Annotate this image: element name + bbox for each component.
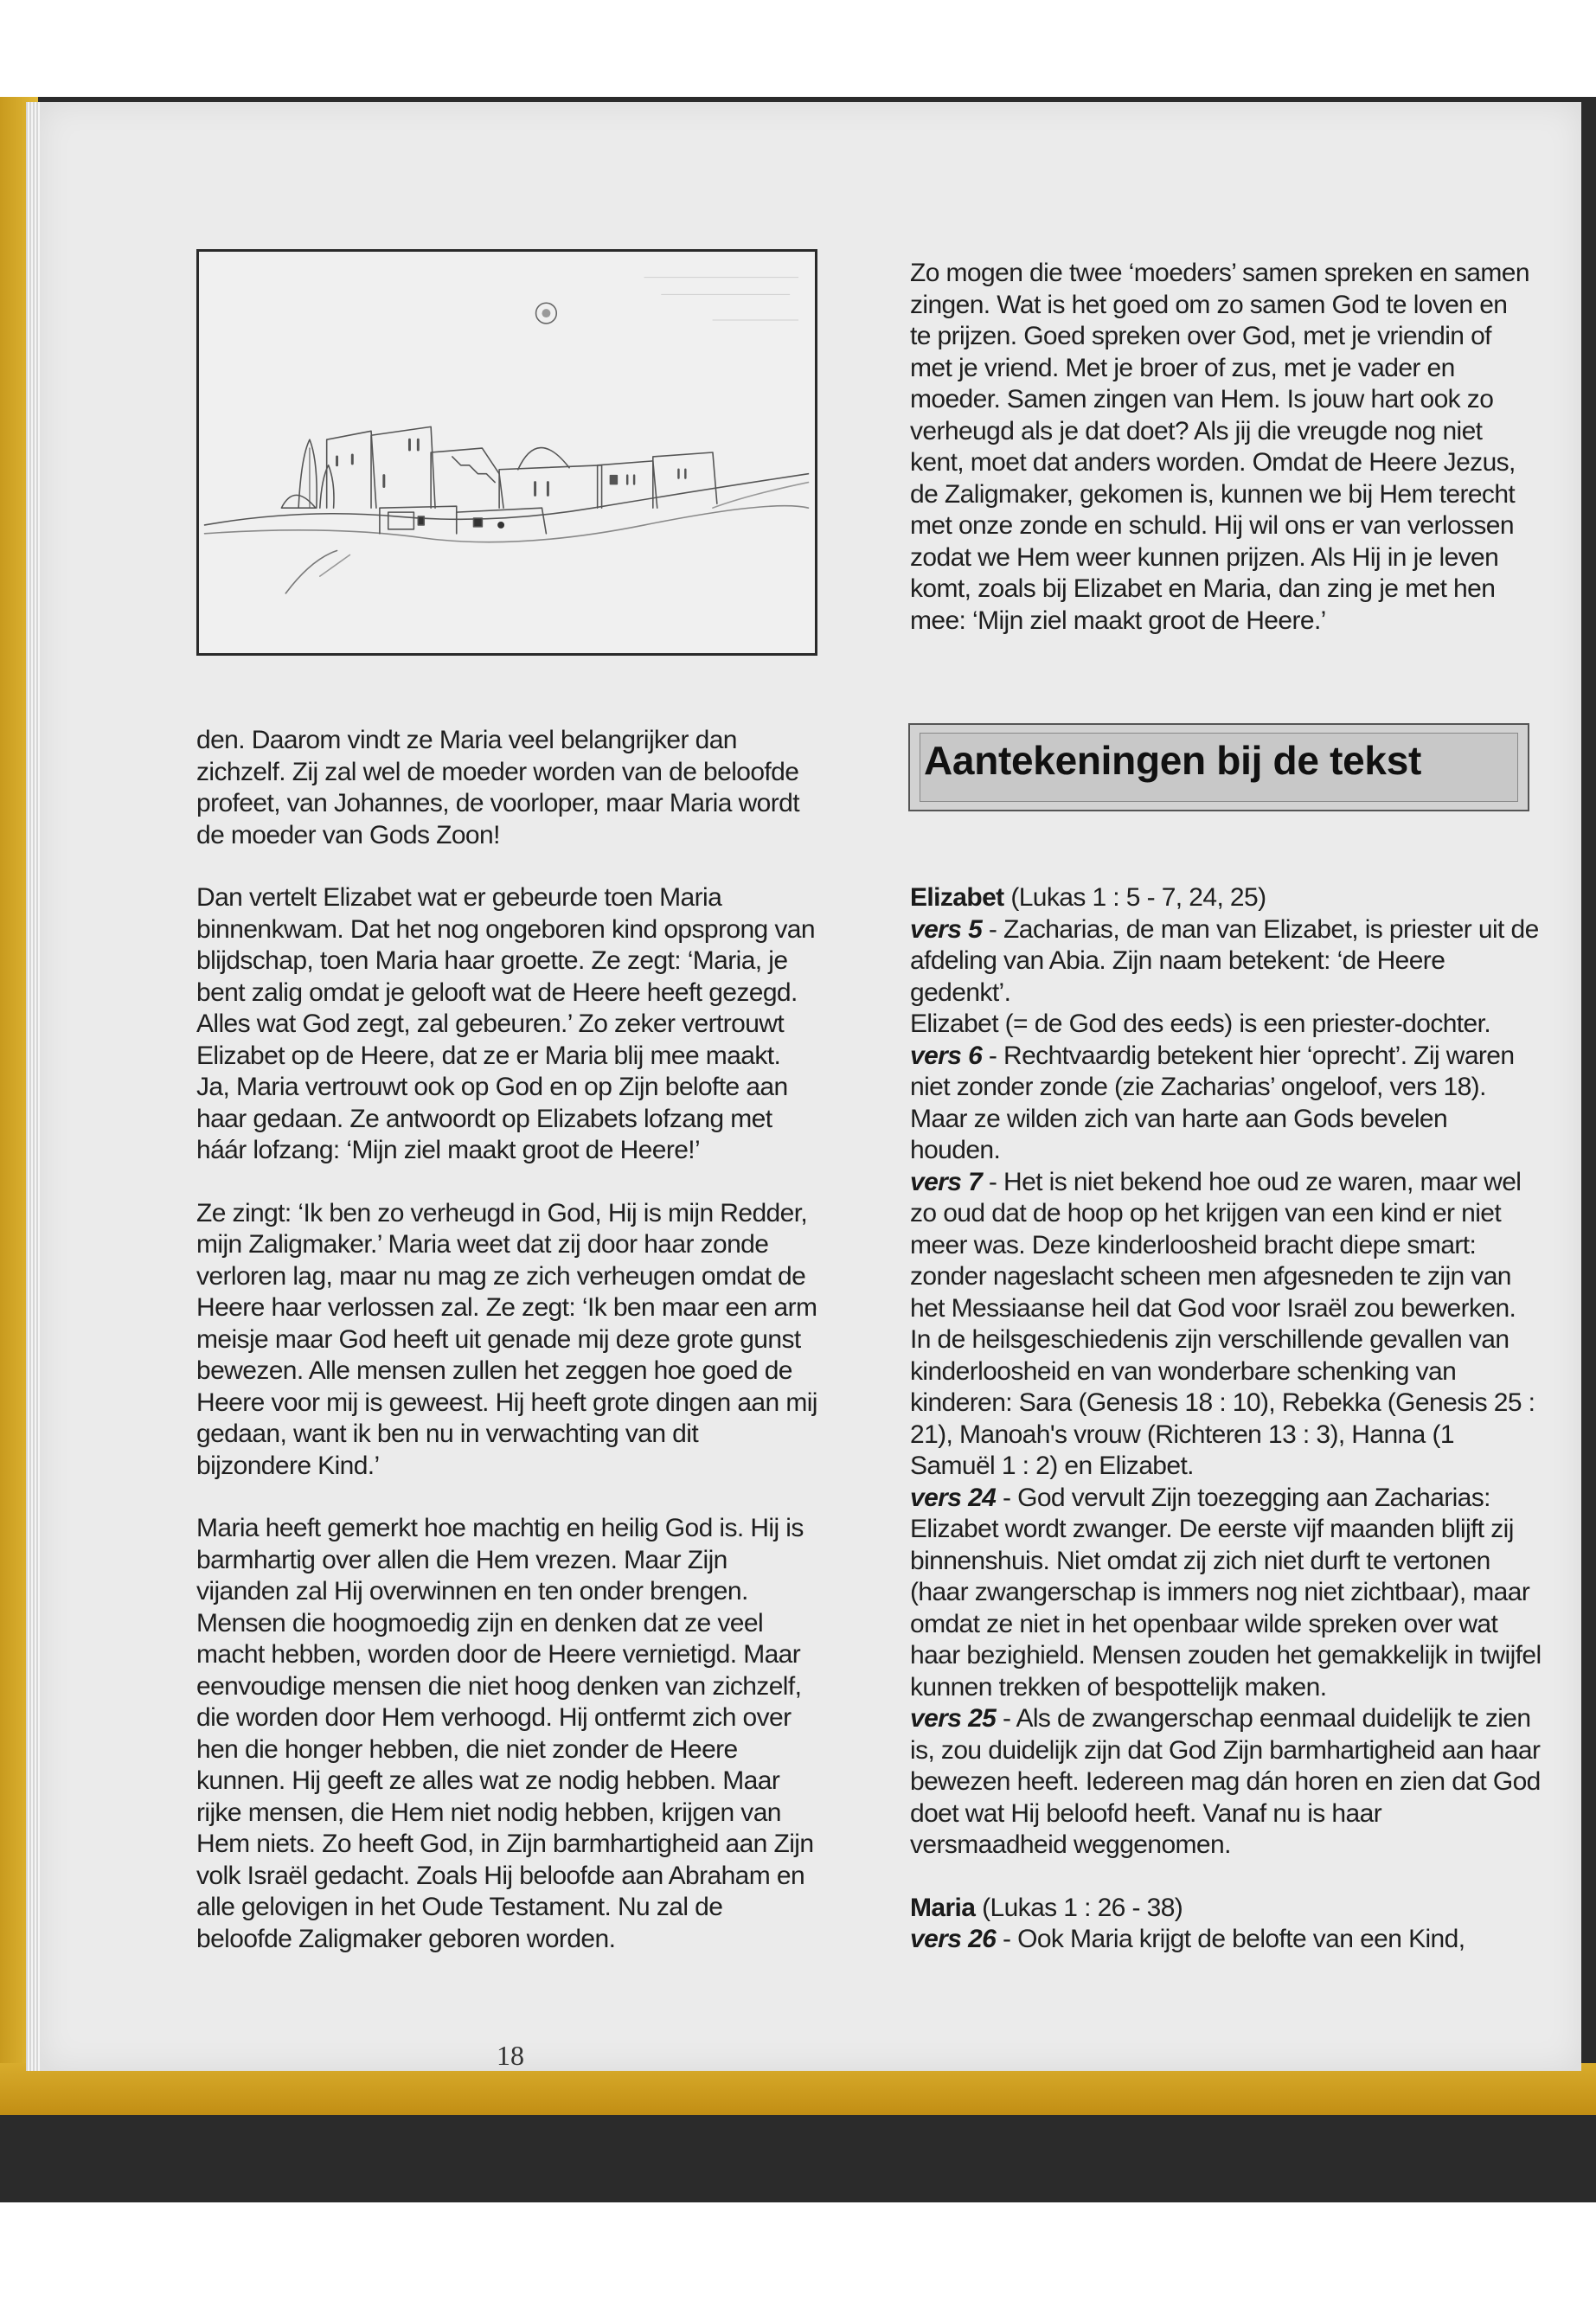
page-number: 18 [497, 2040, 524, 2071]
verse-text: - Het is niet bekend hoe oud ze waren, maar wel zo oud dat de hoop op het krijgen van een kind er niet meer was. Deze kinderloosheid bracht diepe smart: zonder nageslacht scheen men afgesneden te zijn van het Messiaanse heil dat God voor Israël zou bewerken. In de heilsgeschiedenis zijn verschillende gevallen van kinderloosheid en van wonderbare schenking van kinderen: Sara (Genesis 18 : 10), Rebekka (Genesis 25 : 21), Manoah's vrouw (Richteren 13 : 3), Hanna (1 Samuël 1 : 2) en Elizabet. [910, 1167, 1535, 1480]
left-column [196, 725, 819, 1955]
verse-text: - Als de zwangerschap eenmaal duidelijk te zien is, zou duidelijk zijn dat God Zijn barmhartigheid aan haar bewezen heeft. Iedereen mag dán horen en zien dat God doet wat Hij beloofd heeft. Vanaf nu is haar versmaadheid weggenomen. [910, 1704, 1541, 1859]
note-name: Elizabet [910, 883, 1004, 912]
note-reference: (Lukas 1 : 5 - 7, 24, 25) [1003, 883, 1266, 912]
section-heading: Aantekeningen bij de tekst [924, 738, 1421, 783]
town-sketch-illustration [196, 249, 817, 656]
verse-text: - Zacharias, de man van Elizabet, is priester uit de afdeling van Abia. Zijn naam betekent: ‘de Heere gedenkt’. [910, 914, 1539, 1007]
verse-label: vers 26 [910, 1925, 997, 1953]
left-paragraph-3: Ze zingt: ‘Ik ben zo verheugd in God, Hij is mijn Redder, mijn Zaligmaker.’ Maria weet dat zij door haar zonde verloren lag, maar nu mag ze zich verheugen omdat de Heere haar verlossen zal. Ze zegt: ‘Ik ben maar een arm meisje maar God heeft uit genade mij deze grote gunst bewezen. Alle mensen zullen het zeggen hoe goed de Heere voor mij is geweest. Hij heeft grote dingen aan mij gedaan, want ik ben nu in verwachting van dit bijzondere Kind.’ [196, 1198, 817, 1480]
verse-label: vers 24 [910, 1483, 997, 1512]
verse-text: - Ook Maria krijgt de belofte van een Kind, [996, 1925, 1465, 1953]
closing-paragraph [910, 258, 1533, 637]
notes-spacer [910, 1862, 1542, 1893]
left-paragraph-1: den. Daarom vindt ze Maria veel belangrijker dan zichzelf. Zij zal wel de moeder worden van de beloofde profeet, van Johannes, de voorloper, maar Maria wordt de moeder van Gods Zoon! [196, 726, 799, 849]
page-stack-edges [26, 102, 40, 2071]
note-vers-7 [910, 1167, 1542, 1483]
note-vers-5-continued: Elizabet (= de God des eeds) is een priester-dochter. [910, 1009, 1491, 1038]
book-cover-edge-bottom [0, 2063, 1596, 2115]
verse-label: vers 6 [910, 1041, 983, 1070]
note-vers-6 [910, 1041, 1542, 1167]
verse-text: - God vervult Zijn toezegging aan Zacharias: Elizabet wordt zwanger. De eerste vijf maanden blijft zij binnenshuis. Niet omdat zij zich niet durft te vertonen (haar zwangerschap is immers nog niet zichtbaar), maar omdat ze niet in het openbaar wilde spreken over wat haar bezighield. Mensen zouden het gemakkelijk in twijfel kunnen trekken of bespottelijk maken. [910, 1483, 1542, 1702]
section-heading-box [908, 723, 1529, 811]
verse-label: vers 7 [910, 1167, 983, 1196]
note-maria [910, 1893, 1542, 1925]
note-vers-24 [910, 1483, 1542, 1704]
right-paragraph: Zo mogen die twee ‘moeders’ samen spreken en samen zingen. Wat is het goed om zo samen God te loven en te prijzen. Goed spreken over God, met je vriendin of met je vriend. Met je broer of zus, met je vader en moeder. Samen zingen van Hem. Is jouw hart ook zo verheugd als je dat doet? Als jij die vreugde nog niet kent, moet dat anders worden. Omdat de Heere Jezus, de Zaligmaker, gekomen is, kunnen we bij Hem terecht met onze zonde en schuld. Hij wil ons er van verlossen zodat we Hem weer kunnen prijzen. Als Hij in je leven komt, zoals bij Elizabet en Maria, dan zing je met hen mee: ‘Mijn ziel maakt groot de Heere.’ [910, 259, 1529, 635]
left-paragraph-4: Maria heeft gemerkt hoe machtig en heilig God is. Hij is barmhartig over allen die Hem vrezen. Maar Zijn vijanden zal Hij overwinnen en ten onder brengen. Mensen die hoogmoedig zijn en denken dat ze veel macht hebben, worden door de Heere vernietigd. Maar eenvoudige mensen die niet hoog denken van zichzelf, die worden door Hem verhoogd. Hij ontfermt zich over hen die honger hebben, die niet zonder de Heere kunnen. Hij geeft ze alles wat ze nodig hebben. Maar rijke mensen, die Hem niet nodig hebben, krijgen van Hem niets. Zo heeft God, in Zijn barmhartigheid aan Zijn volk Israël gedacht. Zoals Hij beloofde aan Abraham en alle gelovigen in het Oude Testament. Nu zal de beloofde Zaligmaker geboren worden. [196, 1514, 814, 1953]
note-vers-26 [910, 1924, 1542, 1956]
verse-text: - Rechtvaardig betekent hier ‘oprecht’. Zij waren niet zonder zonde (zie Zacharias’ ongeloof, vers 18). Maar ze wilden zich van harte aan Gods bevelen houden. [910, 1041, 1515, 1164]
verse-label: vers 5 [910, 914, 983, 944]
verse-label: vers 25 [910, 1704, 997, 1733]
note-vers-25 [910, 1703, 1542, 1862]
note-name: Maria [910, 1893, 976, 1922]
notes-column [910, 882, 1542, 1956]
left-paragraph-2: Dan vertelt Elizabet wat er gebeurde toen Maria binnenkwam. Dat het nog ongeboren kind opsprong van blijdschap, toen Maria haar groette. Ze zegt: ‘Maria, je bent zalig omdat je gelooft wat de Heere heeft gezegd. Alles wat God zegt, zal gebeuren.’ Zo zeker vertrouwt Elizabet op de Heere, dat ze er Maria blij mee maakt. Ja, Maria vertrouwt ook op God en op Zijn belofte aan haar gedaan. Ze antwoordt op Elizabets lofzang met háár lofzang: ‘Mijn ziel maakt groot de Heere!’ [196, 883, 815, 1164]
note-reference: (Lukas 1 : 26 - 38) [975, 1893, 1183, 1922]
note-vers-5 [910, 914, 1542, 1009]
note-elizabet [910, 882, 1542, 914]
